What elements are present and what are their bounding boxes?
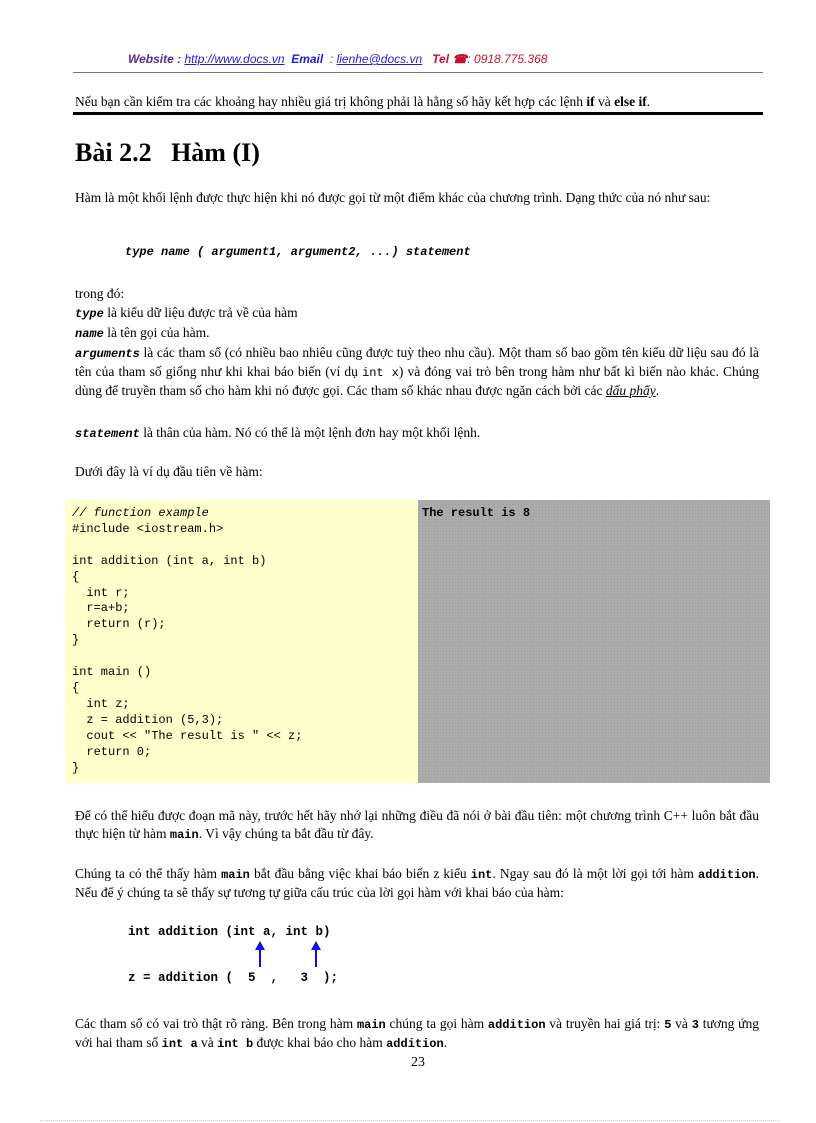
para1-kw: main <box>169 828 199 842</box>
phone-icon: ☎ <box>452 52 468 66</box>
intro-paragraph: Hàm là một khối lệnh được thực hiện khi nó được gọi từ một điểm khác của chương trình. Dạng thức của nó như sau: <box>75 190 711 205</box>
paragraph-2 <box>75 865 759 902</box>
section-title: Bài 2.2 Hàm (I) <box>75 138 260 167</box>
para3-kw2: addition <box>487 1018 546 1032</box>
paragraph-3 <box>75 1015 759 1053</box>
para2-kw1: main <box>221 868 250 882</box>
def-statement <box>75 424 765 443</box>
example-intro: Dưới đây là ví dụ đầu tiên về hàm: <box>75 464 263 479</box>
section-divider <box>73 112 763 115</box>
para3-t2: chúng ta gọi hàm <box>385 1016 488 1031</box>
page-header <box>128 52 547 66</box>
para2-kw2: int <box>470 868 493 882</box>
tel-value: : 0918.775.368 <box>467 52 548 66</box>
website-label: Website : <box>128 52 182 66</box>
para3-t5: tương ứng với hai tham số <box>75 1016 759 1050</box>
kw-if: if <box>586 94 595 109</box>
para3-kw7: addition <box>386 1037 444 1051</box>
def-type <box>75 304 765 323</box>
para2-kw3: addition <box>698 868 756 882</box>
call-diagram <box>128 925 428 995</box>
para3-kw6: int b <box>217 1037 254 1051</box>
para2-t3: . Ngay sau đó là một lời gọi tới hàm <box>492 866 699 881</box>
def-name-text: là tên gọi của hàm. <box>103 325 210 340</box>
para2-t1: Chúng ta có thể thấy hàm <box>75 866 222 881</box>
def-type-kw: type <box>75 307 104 321</box>
email-sep: : <box>329 52 334 66</box>
def-stmt-kw: statement <box>75 427 140 441</box>
def-name-kw: name <box>75 327 104 341</box>
top-note-end: . <box>646 94 651 109</box>
page-number: 23 <box>411 1055 425 1070</box>
para3-t7: được khai báo cho hàm <box>253 1035 387 1050</box>
top-note-mid: và <box>594 94 615 109</box>
para2-t4: . Nếu để ý chúng ta sẽ thấy sự tương tự giữa cấu trúc của lời gọi hàm với khai báo của hàm: <box>75 866 759 900</box>
para3-kw1: main <box>356 1018 386 1032</box>
output-text: The result is 8 <box>422 506 531 520</box>
para3-kw4: 3 <box>691 1018 699 1032</box>
def-args-text1: là các tham số (có nhiều bao nhiêu cũng được tuỳ theo nhu cầu). Một tham số bao gồm tên kiểu dữ liệu sau đó là tên của tham số giống như khi khai báo biến (ví dụ <box>75 345 759 379</box>
para2-t2: bắt đầu bằng việc khai báo biến z kiểu <box>249 866 471 881</box>
para1-text: Để có thể hiểu được đoạn mã này, trước hết hãy nhớ lại những điều đã nói ở bài đầu tiên: một chương trình C++ luôn bắt đầu thực hiện từ hàm <box>75 808 759 841</box>
comma-link[interactable]: dấu phẩy <box>605 383 656 398</box>
para3-t8: . <box>443 1035 448 1050</box>
footer-divider <box>40 1120 780 1122</box>
where-label: trong đó: <box>75 286 125 301</box>
top-note <box>75 93 765 111</box>
diagram-call: z = addition ( 5 , 3 ); <box>128 971 339 985</box>
para3-t1: Các tham số có vai trò thật rõ ràng. Bên trong hàm <box>75 1016 357 1031</box>
top-note-text: Nếu bạn cần kiểm tra các khoảng hay nhiều giá trị không phải là hằng số hãy kết hợp các lệnh <box>75 94 587 109</box>
def-args <box>75 344 759 400</box>
para3-t3: và truyền hai giá trị: <box>545 1016 665 1031</box>
def-name <box>75 324 765 343</box>
tel-label: Tel <box>432 52 450 66</box>
def-type-text: là kiểu dữ liệu được trả về của hàm <box>103 305 298 320</box>
email-label: Email <box>291 52 324 66</box>
def-args-end: . <box>655 383 660 398</box>
output-panel <box>418 500 770 783</box>
kw-else-if: else if <box>614 94 647 109</box>
arrow-up-icon <box>315 949 317 967</box>
para1-end: . Vì vậy chúng ta bắt đầu từ đây. <box>198 826 374 841</box>
para3-kw5: int a <box>161 1037 198 1051</box>
def-stmt-text: là thân của hàm. Nó có thể là một lệnh đơn hay một khối lệnh. <box>139 425 481 440</box>
email-link[interactable]: lienhe@docs.vn <box>336 52 423 66</box>
website-link[interactable]: http://www.docs.vn <box>184 52 285 66</box>
para3-kw3: 5 <box>664 1018 672 1032</box>
def-args-text2: ) và đóng vai trò bên trong hàm như bất kì biến nào khác. Chúng dùng để truyền tham số cho hàm khi nó được gọi. Các tham số khác nhau được ngăn cách bởi các <box>75 364 759 398</box>
def-args-code: int x <box>362 366 399 380</box>
para3-t6: và <box>197 1035 218 1050</box>
code-comment: // function example <box>72 506 209 520</box>
diagram-declaration: int addition (int a, int b) <box>128 925 331 939</box>
syntax-line: type name ( argument1, argument2, ...) statement <box>125 245 471 259</box>
def-args-kw: arguments <box>75 347 140 361</box>
paragraph-1 <box>75 807 759 844</box>
code-body: #include <iostream.h> int addition (int a, int b) { int r; r=a+b; return (r); } int main () { int z; z = addition (5,3); cout << "The result is " << z; return 0; } <box>72 521 303 775</box>
para3-t4: và <box>671 1016 692 1031</box>
arrow-up-icon <box>259 949 261 967</box>
code-block <box>65 500 418 783</box>
header-divider <box>73 72 763 73</box>
